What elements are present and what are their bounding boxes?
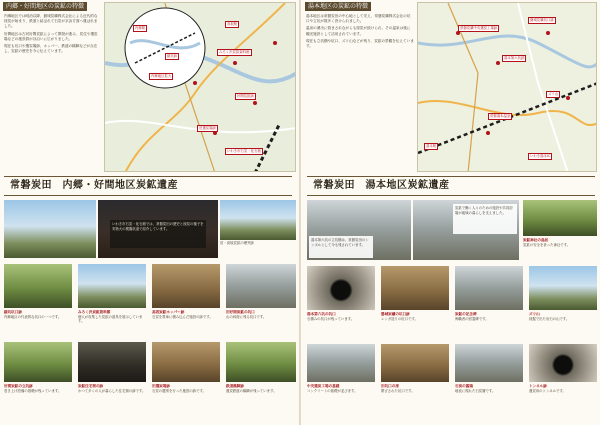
section-title: 内郷・好間地区の炭鉱の特徴 <box>3 2 87 11</box>
photo-caption: 磐城炭礦の坑口跡 レンガ造りの坑口です。 <box>381 312 418 321</box>
site-photo <box>307 266 375 310</box>
map-label[interactable]: 内郷駅 <box>135 26 146 30</box>
intro-text <box>4 14 100 174</box>
site-photo <box>226 342 296 382</box>
chimney-photo <box>220 200 296 240</box>
intro-paragraph: 現在も立坑櫓や坑口、ズリ山などが残り、炭鉱の景観を伝えています。 <box>306 38 414 49</box>
map-label[interactable]: 湯本駅 <box>426 144 437 148</box>
photo-caption: 旧選炭場跡 石炭の選別を行った施設の跡です。 <box>152 384 206 393</box>
facility-photo <box>413 200 519 260</box>
map-label[interactable]: みろく沢炭鉱資料館 <box>219 50 250 54</box>
site-photo <box>455 344 523 382</box>
photo-caption: トンネル跡 運炭用のトンネルです。 <box>529 384 566 393</box>
site-photo <box>307 344 375 382</box>
map-graphic <box>418 3 597 172</box>
photo-caption: 炭鉱神社の鳥居 炭鉱の安全を祈った神社です。 <box>523 238 571 247</box>
map-label[interactable]: 綴坑跡 <box>167 54 178 58</box>
site-photo <box>529 344 597 382</box>
intro-paragraph: 現在も坑口や選炭場跡、ホッパー、鉄道の橋脚などが点在し、炭鉱の歴史を今に伝えています。 <box>4 44 98 54</box>
area-map[interactable] <box>104 2 296 172</box>
intro-paragraph: 湯本地区は常磐炭田の中心地として栄え、常磐炭礦株式会社の坑口や立坑が数多く設けられました。 <box>306 14 411 24</box>
right-page <box>300 0 600 425</box>
area-map[interactable] <box>417 2 597 172</box>
photo-caption: 炭鉱住宅街の跡 かつて多くの人が暮らした住宅街の跡です。 <box>78 384 146 393</box>
photo-caption: みろく沢炭鉱資料館 個人が収集した炭鉱の道具を展示しています。 <box>78 310 143 324</box>
intro-paragraph: 温泉の湧出に悩まされながらも採炭が続けられ、その温泉は後に観光施設として活用されています。 <box>306 26 411 36</box>
photo-caption: ズリ山 採掘で出た岩石の山です。 <box>529 312 570 321</box>
site-photo <box>4 342 72 382</box>
photo-caption: 鉄道橋脚跡 運炭鉄道の橋脚が残っています。 <box>226 384 277 393</box>
intro-paragraph: 内郷地区では明治以降、磐城炭礦株式会社による近代的な採炭が始まり、鉄道と結ばれて石炭が京浜方面へ運ばれました。 <box>4 14 98 29</box>
site-photo <box>4 264 72 308</box>
map-label[interactable]: 旧選炭場跡 <box>199 126 216 130</box>
photo-caption: 旧好間炭鉱の坑口 山の斜面に残る坑口です。 <box>226 310 267 319</box>
headframe-photo <box>307 200 411 260</box>
map-label[interactable]: いわき市石炭・化石館 <box>227 149 261 153</box>
band-title: 常磐炭田 内郷・好間地区炭鉱遺産 <box>4 176 292 196</box>
feature-text-box: 湯本第六坑の立坑櫓は、常磐炭田のシンボルとして今も残されています。 <box>309 236 373 258</box>
map-label[interactable]: 常磐炭礦中央選炭工場跡 <box>460 26 498 30</box>
site-photo <box>78 264 146 308</box>
band-title: 常磐炭田 湯本地区炭鉱遺産 <box>307 176 595 196</box>
intro-text <box>306 14 414 174</box>
site-photo <box>78 342 146 382</box>
museum-diorama-photo <box>98 200 218 258</box>
site-photo <box>529 266 597 310</box>
site-photo <box>152 264 220 308</box>
feature-text-box: いわき市石炭・化石館では、常磐炭田の歴史と採炭の様子を実物大の模擬坑道で紹介しています。 <box>110 220 206 248</box>
photo-caption: 旧坑口の扉 閉ざされた坑口です。 <box>381 384 415 393</box>
photo-caption: 中央選炭工場の基礎 コンクリートの基礎が並びます。 <box>307 384 358 393</box>
section-title: 湯本地区の炭鉱の特徴 <box>305 2 371 11</box>
photo-caption: 湯本第六坑の坑口 石積みの坑口が残っています。 <box>307 312 355 321</box>
site-photo <box>226 264 296 308</box>
photo-caption: 炭鉱の記念碑 殉職者の慰霊碑です。 <box>455 312 489 321</box>
intro-paragraph: 好間地区は古河好間炭鉱によって開発が進み、炭住や選炭場などの施設群が谷沿いに広がりました。 <box>4 31 98 41</box>
map-label[interactable]: ズリ山 <box>548 92 559 96</box>
site-photo <box>381 344 449 382</box>
chimney-caption: 旧・高坂炭鉱の煙突跡 <box>220 241 254 245</box>
map-label[interactable]: 湯本第六坑跡 <box>504 56 525 60</box>
photo-caption: 好間炭鉱の立坑跡 巻き上げ設備の基礎が残っています。 <box>4 384 62 393</box>
map-label[interactable]: 好間炭鉱跡 <box>237 94 254 98</box>
site-photo <box>152 342 220 382</box>
site-photo <box>381 266 449 310</box>
site-photo <box>455 266 523 310</box>
map-sub-label: 内郷地区拡大 <box>151 74 172 78</box>
map-label[interactable]: 高坂駅 <box>227 22 238 26</box>
photo-caption: 高坂炭鉱ホッパー跡 石炭を貨車に積み込んだ施設の跡です。 <box>152 310 213 319</box>
map-label[interactable]: 磐城炭礦坑口跡 <box>530 18 554 22</box>
building-ruin-photo <box>4 200 96 258</box>
photo-caption: 石炭の露頭 地表に現れた石炭層です。 <box>455 384 496 393</box>
feature-text-box: 炭鉱で働く人々のための施設や共同浴場が地域の暮らしを支えました。 <box>453 204 517 234</box>
map-label[interactable]: 常磐湯本温泉 <box>490 114 511 118</box>
torii-photo <box>523 200 597 236</box>
photo-caption: 綴坑坑口跡 内郷地区の代表的な坑口の一つです。 <box>4 310 62 319</box>
map-label[interactable]: いわき湯本IC <box>530 154 551 158</box>
